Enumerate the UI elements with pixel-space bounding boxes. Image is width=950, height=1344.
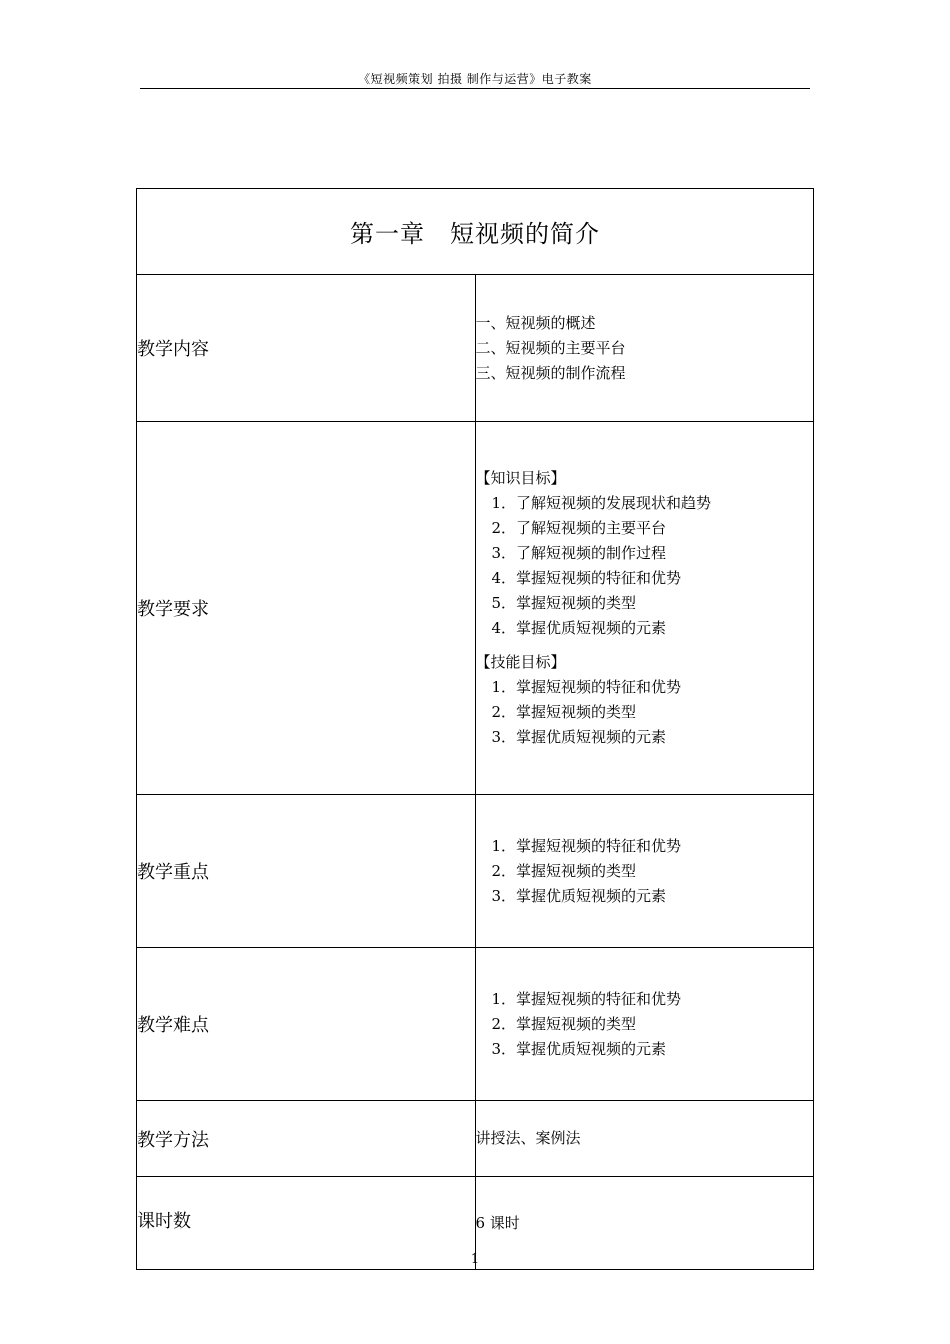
list-item: 1．掌握短视频的特征和优势 bbox=[491, 989, 682, 1008]
value-teaching-requirements bbox=[475, 422, 814, 795]
list-item: 1．了解短视频的发展现状和趋势 bbox=[491, 494, 712, 512]
list-item: 4．掌握优质短视频的元素 bbox=[491, 619, 667, 637]
lesson-plan-table bbox=[136, 188, 814, 1270]
list-item: 3．了解短视频的制作过程 bbox=[491, 544, 667, 562]
label-methods: 教学方法 bbox=[137, 1101, 476, 1177]
row-teaching-requirements bbox=[137, 422, 814, 795]
title-row bbox=[137, 189, 814, 275]
list-item: 5．掌握短视频的类型 bbox=[491, 594, 637, 612]
label-teaching-content: 教学内容 bbox=[137, 275, 476, 422]
row-key-points bbox=[137, 795, 814, 948]
document-header-title: 《短视频策划 拍摄 制作与运营》电子教案 bbox=[358, 72, 592, 86]
list-item: 1．掌握短视频的特征和优势 bbox=[491, 678, 682, 696]
list-item: 2．掌握短视频的类型 bbox=[491, 861, 637, 880]
knowledge-goals-heading: 【知识目标】 bbox=[475, 469, 566, 487]
row-difficulties bbox=[137, 948, 814, 1101]
value-key-points bbox=[475, 795, 814, 948]
value-teaching-content bbox=[475, 275, 814, 422]
row-teaching-content bbox=[137, 275, 814, 422]
label-key-points: 教学重点 bbox=[137, 795, 476, 948]
list-item: 一、短视频的概述 bbox=[475, 313, 596, 332]
label-difficulties: 教学难点 bbox=[137, 948, 476, 1101]
value-methods: 讲授法、案例法 bbox=[475, 1101, 814, 1177]
list-item: 3．掌握优质短视频的元素 bbox=[491, 728, 667, 746]
page-number: 1 bbox=[470, 1252, 480, 1267]
list-item: 三、短视频的制作流程 bbox=[475, 363, 626, 382]
header-rule bbox=[140, 88, 810, 89]
value-hours: 6 课时 bbox=[475, 1177, 814, 1270]
value-difficulties bbox=[475, 948, 814, 1101]
list-item: 2．了解短视频的主要平台 bbox=[491, 519, 667, 537]
label-hours: 课时数 bbox=[137, 1177, 476, 1270]
row-methods bbox=[137, 1101, 814, 1177]
list-item: 2．掌握短视频的类型 bbox=[491, 703, 637, 721]
list-item: 二、短视频的主要平台 bbox=[475, 338, 626, 357]
chapter-title: 第一章 短视频的简介 bbox=[137, 189, 814, 275]
list-item: 3．掌握优质短视频的元素 bbox=[491, 886, 667, 905]
skill-goals-heading: 【技能目标】 bbox=[475, 653, 566, 671]
list-item: 4．掌握短视频的特征和优势 bbox=[491, 569, 682, 587]
list-item: 3．掌握优质短视频的元素 bbox=[491, 1039, 667, 1058]
list-item: 2．掌握短视频的类型 bbox=[491, 1014, 637, 1033]
label-teaching-requirements: 教学要求 bbox=[137, 422, 476, 795]
list-item: 1．掌握短视频的特征和优势 bbox=[491, 836, 682, 855]
